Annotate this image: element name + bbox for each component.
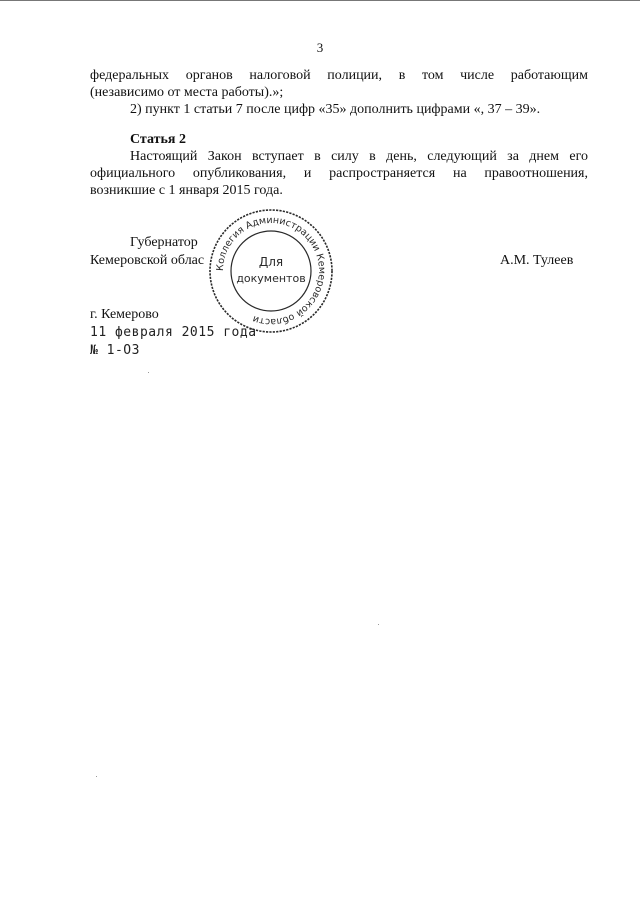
article-line-3: возникшие с 1 января 2015 года. xyxy=(90,183,283,198)
signature-title-line-1: Губернатор xyxy=(130,235,198,250)
scan-speck xyxy=(378,624,379,625)
body-line-3: 2) пункт 1 статьи 7 после цифр «35» дополнить цифрами «, 37 – 39». xyxy=(130,102,541,117)
official-stamp xyxy=(206,206,336,336)
scan-speck xyxy=(96,776,97,777)
footer-city: г. Кемерово xyxy=(90,307,159,322)
stamp-outer-ring xyxy=(210,210,332,332)
body-line-1: федеральных органов налоговой полиции, в том числе работающим xyxy=(90,68,588,83)
stamp-ring-text: Коллегия Администрации Кемеровской области xyxy=(214,214,328,328)
stamp-inner-ring xyxy=(231,231,311,311)
page-number: 3 xyxy=(316,40,324,55)
signature-title-line-2: Кемеровской облас xyxy=(90,253,205,268)
footer-date: 11 февраля 2015 года xyxy=(90,325,257,340)
article-heading: Статья 2 xyxy=(130,132,186,147)
body-line-2: (независимо от места работы).»; xyxy=(90,85,284,100)
top-scan-rule xyxy=(0,0,640,1)
stamp-center-line-1: Для xyxy=(258,255,284,269)
stamp-center-line-2: документов xyxy=(236,272,306,285)
footer-law-number: № 1-ОЗ xyxy=(90,343,140,358)
signatory-name: А.М. Тулеев xyxy=(500,253,574,268)
scan-speck xyxy=(148,372,149,373)
article-line-2: официального опубликования, и распространяется на правоотношения, xyxy=(90,166,588,181)
article-line-1: Настоящий Закон вступает в силу в день, следующий за днем его xyxy=(130,149,588,164)
